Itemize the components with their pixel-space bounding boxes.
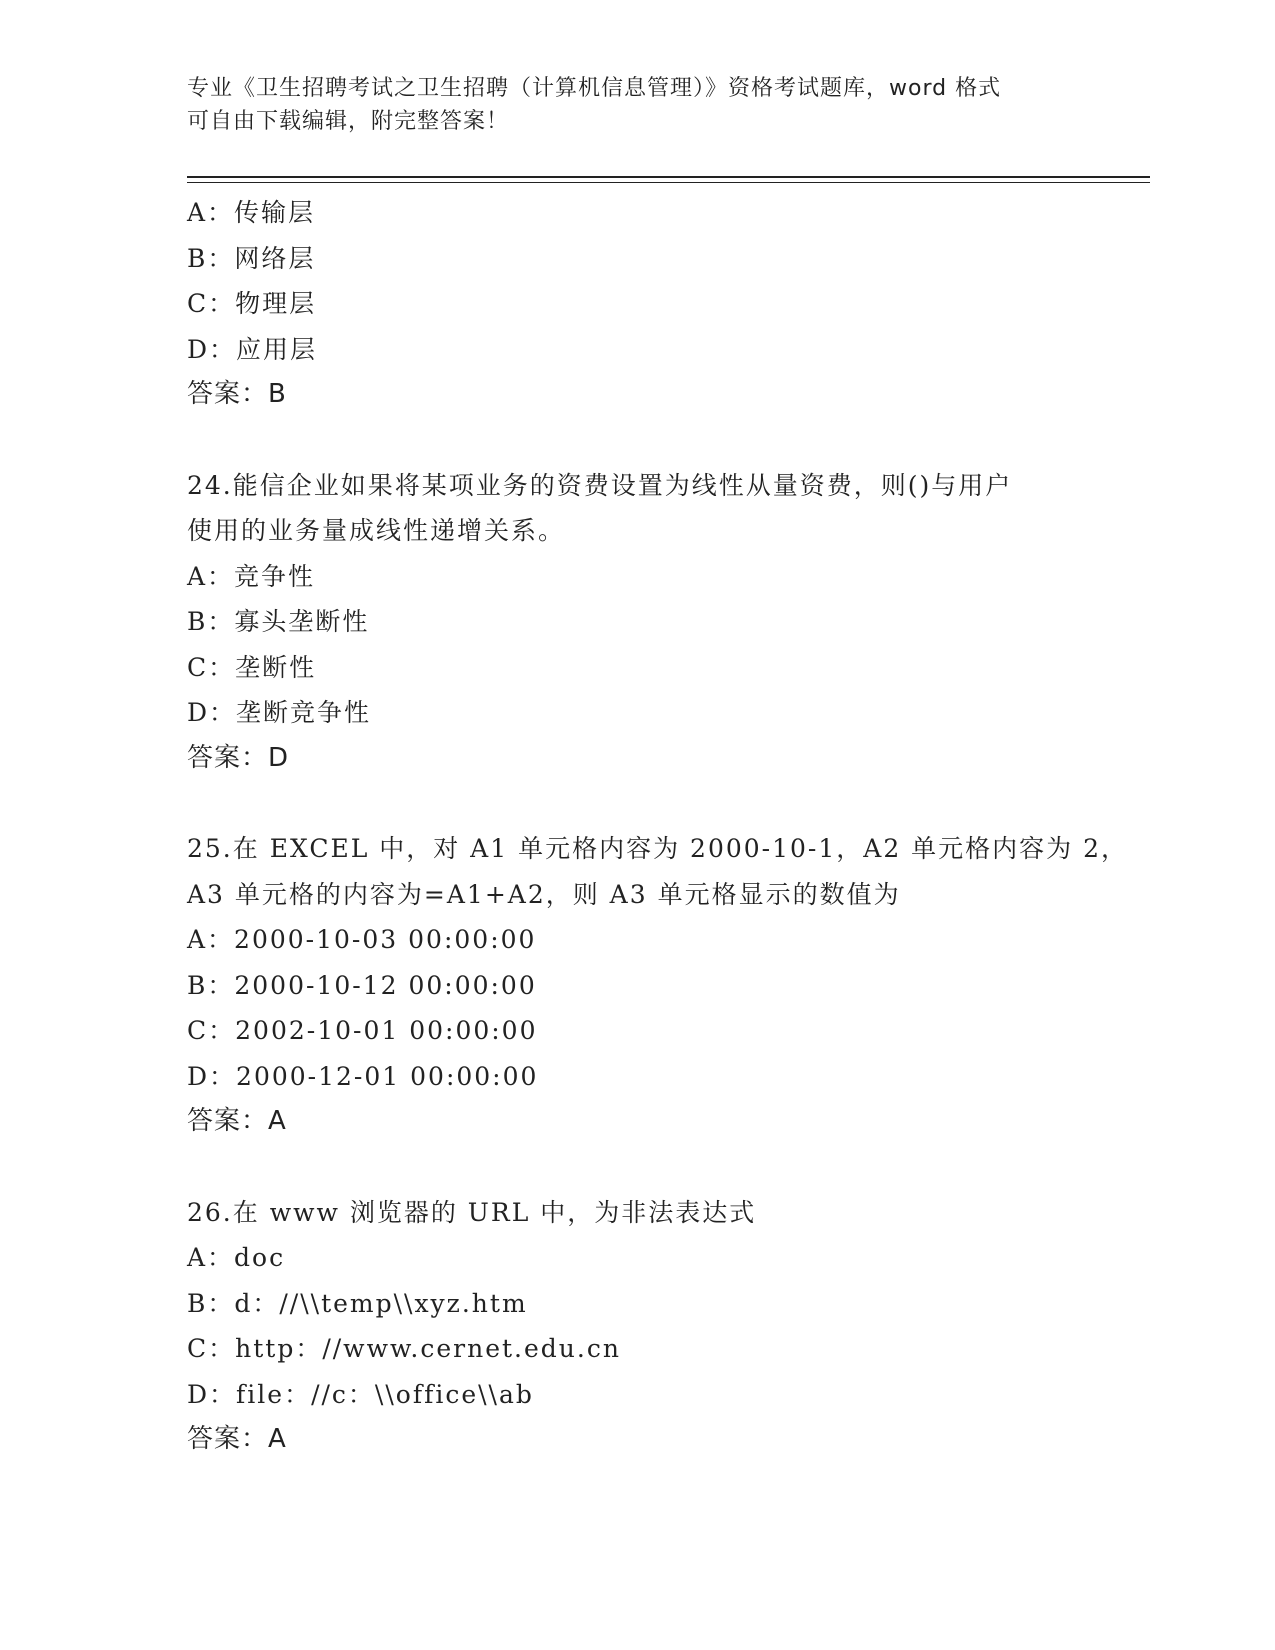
answer-label: 答案：	[187, 379, 269, 409]
option-d: D：file：//c：\\office\\ab	[187, 1379, 534, 1409]
question-stem-continued: 使用的业务量成线性递增关系。	[187, 516, 566, 545]
answer-value: B	[268, 379, 287, 409]
option-b: B：d：//\\temp\\xyz.htm	[187, 1288, 528, 1318]
document-header	[187, 72, 1077, 138]
answer-label: 答案：	[187, 1424, 269, 1454]
answer-value: D	[268, 742, 290, 773]
answer-label: 答案：	[187, 1106, 269, 1136]
option-a: A：doc	[187, 1243, 286, 1272]
question-24	[187, 463, 1097, 782]
answer-label: 答案：	[187, 742, 269, 773]
header-divider-thin	[187, 182, 1150, 183]
option-c: C：垄断性	[187, 652, 317, 682]
question-stem: 24.能信企业如果将某项业务的资费设置为线性从量资费，则()与用户	[187, 470, 1013, 500]
answer-line	[187, 1099, 1097, 1145]
header-title-line1: 专业《卫生招聘考试之卫生招聘（计算机信息管理）》资格考试题库，word 格式	[187, 76, 1002, 101]
question-stem-continued: A3 单元格的内容为=A1+A2，则 A3 单元格显示的数值为	[187, 879, 901, 909]
option-b: B：网络层	[187, 243, 316, 273]
header-title-line2: 可自由下载编辑，附完整答案！	[187, 109, 510, 134]
option-a: A：传输层	[187, 198, 316, 227]
option-a: A：2000-10-03 00:00:00	[187, 925, 537, 954]
question-stem: 25.在 EXCEL 中，对 A1 单元格内容为 2000-10-1，A2 单元格内容为 2，	[187, 834, 1129, 863]
option-c: C：2002-10-01 00:00:00	[187, 1016, 538, 1045]
question-25	[187, 826, 1129, 1145]
option-b: B：2000-10-12 00:00:00	[187, 970, 537, 1000]
answer-line	[187, 736, 1097, 782]
answer-line	[187, 1417, 1097, 1463]
option-d: D：应用层	[187, 334, 318, 364]
option-a: A：竞争性	[187, 561, 316, 591]
option-b: B：寡头垄断性	[187, 607, 370, 636]
header-divider-thick	[187, 176, 1150, 178]
option-d: D：2000-12-01 00:00:00	[187, 1061, 539, 1091]
question-26	[187, 1190, 1097, 1463]
answer-line	[187, 372, 1097, 418]
question-list	[187, 190, 1129, 1463]
option-c: C：http：//www.cernet.edu.cn	[187, 1334, 621, 1363]
answer-value: A	[268, 1424, 287, 1454]
option-d: D：垄断竞争性	[187, 698, 372, 727]
option-c: C：物理层	[187, 289, 317, 318]
answer-value: A	[268, 1106, 287, 1136]
question-23-continued	[187, 190, 1097, 418]
question-stem: 26.在 www 浏览器的 URL 中，为非法表达式	[187, 1197, 757, 1227]
